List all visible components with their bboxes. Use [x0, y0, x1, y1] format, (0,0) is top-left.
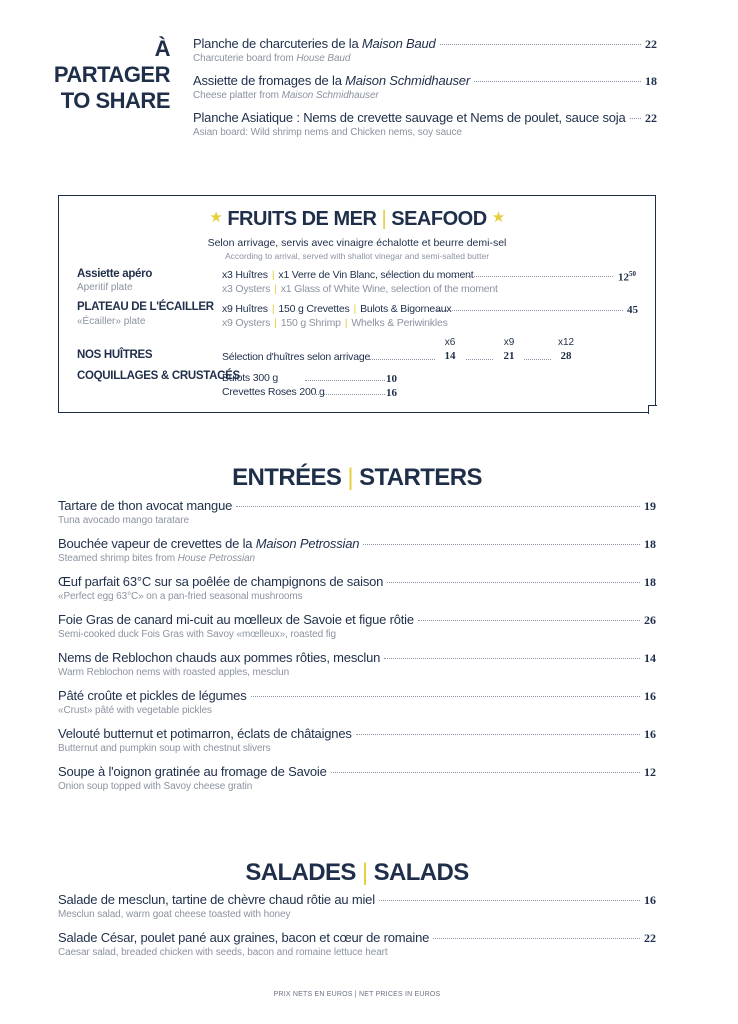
leader-dots — [437, 310, 623, 311]
plateau-desc: x9 Huîtres | 150 g Crevettes | Bulots & Bigorneaux — [222, 303, 452, 315]
leader-dots — [369, 359, 579, 360]
shells-price: 10 — [386, 373, 397, 385]
price-footnote: PRIX NETS EN EUROS | NET PRICES IN EUROS — [273, 991, 441, 998]
menu-item — [58, 612, 656, 640]
menu-item — [58, 892, 656, 920]
menu-item — [58, 498, 656, 526]
menu-item — [58, 930, 656, 958]
share-title-en: TO SHARE — [60, 88, 170, 113]
item-translation: Warm Reblochon nems with roasted apples, mesclun — [58, 667, 290, 678]
shells-price: 16 — [386, 387, 397, 399]
plateau-price: 45 — [627, 304, 638, 316]
item-name: Foie Gras de canard mi-cuit au mœlleux de Savoie et figue rôtie — [58, 612, 414, 627]
item-translation: Caesar salad, breaded chicken with seeds, bacon and romaine lettuce heart — [58, 947, 388, 958]
item-translation: Asian board: Wild shrimp nems and Chicken nems, soy sauce — [193, 127, 462, 138]
star-icon: ★ — [491, 209, 505, 226]
item-translation: Tuna avocado mango taratare — [58, 515, 189, 526]
plateau-desc-en: x9 Oysters | 150 g Shrimp | Whelks & Periwinkles — [222, 317, 448, 329]
aperitif-label: Assiette apéro — [77, 268, 153, 280]
item-name: Bouchée vapeur de crevettes de la Maison Petrossian — [58, 536, 360, 551]
item-name: Pâté croûte et pickles de légumes — [58, 688, 247, 703]
item-translation: Semi-cooked duck Fois Gras with Savoy «mœlleux», roasted fig — [58, 629, 336, 640]
leader-dots — [356, 734, 640, 735]
item-name: Nems de Reblochon chauds aux pommes rôties, mesclun — [58, 650, 381, 665]
menu-item — [58, 536, 656, 564]
leader-dots — [305, 380, 385, 381]
oyster-col-header: x6 — [444, 337, 456, 348]
item-name: Salade César, poulet pané aux graines, bacon et cœur de romaine — [58, 930, 430, 945]
item-name: Planche Asiatique : Nems de crevette sauvage et Nems de poulet, sauce soja — [193, 110, 626, 125]
item-price: 16 — [644, 727, 656, 741]
item-price: 18 — [645, 74, 657, 88]
leader-dots — [331, 772, 640, 773]
share-section-title — [40, 36, 170, 114]
oyster-price: 14 — [435, 350, 465, 362]
oysters-desc: Sélection d'huîtres selon arrivage — [222, 351, 371, 363]
menu-item — [58, 688, 656, 716]
leader-dots — [630, 118, 641, 119]
item-name: Tartare de thon avocat mangue — [58, 498, 233, 513]
item-translation: «Perfect egg 63°C» on a pan-fried seasonal mushrooms — [58, 591, 303, 602]
leader-dots — [418, 620, 640, 621]
leader-dots — [379, 900, 640, 901]
aperitif-label-en: Aperitif plate — [77, 282, 133, 293]
item-name: Salade de mesclun, tartine de chèvre chaud rôtie au miel — [58, 892, 375, 907]
aperitif-desc: x3 Huîtres | x1 Verre de Vin Blanc, sélection du moment — [222, 269, 474, 281]
aperitif-price: $12^{50}$ — [618, 270, 636, 284]
aperitif-desc-en: x3 Oysters | x1 Glass of White Wine, selection of the moment — [222, 283, 498, 295]
item-price: 22 — [645, 37, 657, 51]
item-price: 19 — [644, 499, 656, 513]
shells-item: Crevettes Roses 200 g — [222, 386, 325, 398]
salads-title: SALADES | SALADS — [245, 859, 469, 886]
item-translation: Charcuterie board from House Baud — [193, 53, 351, 64]
oysters-label: NOS HUÎTRES — [77, 349, 153, 361]
item-price: 18 — [644, 575, 656, 589]
oyster-price: 21 — [494, 350, 524, 362]
title-separator: | — [381, 208, 387, 230]
oyster-col-header: x9 — [503, 337, 515, 348]
menu-item — [58, 764, 656, 792]
item-name: Velouté butternut et potimarron, éclats de châtaignes — [58, 726, 352, 741]
item-translation: Cheese platter from Maison Schmidhauser — [193, 90, 379, 101]
starters-list — [58, 498, 656, 802]
item-price: 16 — [644, 893, 656, 907]
menu-item — [58, 650, 656, 678]
item-name: Assiette de fromages de la Maison Schmidhauser — [193, 73, 470, 88]
leader-dots — [387, 582, 640, 583]
leader-dots — [313, 394, 385, 395]
leader-dots — [433, 938, 640, 939]
box-corner-notch — [648, 405, 657, 414]
leader-dots — [236, 506, 640, 507]
item-price: 26 — [644, 613, 656, 627]
item-translation: Steamed shrimp bites from House Petrossian — [58, 553, 256, 564]
leader-dots — [440, 44, 641, 45]
menu-item — [193, 73, 657, 101]
menu-item — [58, 726, 656, 754]
seafood-subtitle-en: According to arrival, served with shallot vinegar and semi-salted butter — [224, 251, 490, 261]
shells-item: Bulots 300 g — [222, 372, 278, 384]
menu-item — [193, 36, 657, 64]
item-price: 12 — [644, 765, 656, 779]
leader-dots — [251, 696, 640, 697]
seafood-box — [58, 195, 656, 413]
item-translation: Butternut and pumpkin soup with chestnut slivers — [58, 743, 271, 754]
seafood-title: ★ FRUITS DE MER | SEAFOOD ★ — [209, 208, 505, 230]
plateau-label-en: «Écailler» plate — [77, 316, 146, 327]
share-list — [193, 36, 657, 147]
item-price: 22 — [645, 111, 657, 125]
oyster-col-header: x12 — [557, 337, 575, 348]
seafood-subtitle: Selon arrivage, servis avec vinaigre échalotte et beurre demi-sel — [207, 237, 507, 249]
menu-item — [58, 574, 656, 602]
item-name: Planche de charcuteries de la Maison Baud — [193, 36, 436, 51]
item-translation: Mesclun salad, warm goat cheese toasted with honey — [58, 909, 291, 920]
item-price: 16 — [644, 689, 656, 703]
item-translation: Onion soup topped with Savoy cheese gratin — [58, 781, 253, 792]
salads-list — [58, 892, 656, 968]
item-name: Soupe à l'oignon gratinée au fromage de Savoie — [58, 764, 327, 779]
item-price: 14 — [644, 651, 656, 665]
item-name: Œuf parfait 63°C sur sa poêlée de champignons de saison — [58, 574, 384, 589]
item-translation: «Crust» pâté with vegetable pickles — [58, 705, 212, 716]
leader-dots — [363, 544, 640, 545]
menu-item — [193, 110, 657, 138]
title-separator: | — [361, 859, 368, 886]
plateau-label: PLATEAU DE L'ÉCAILLER — [77, 301, 214, 313]
shells-label: COQUILLAGES & CRUSTACÉS — [77, 370, 240, 382]
star-icon: ★ — [209, 209, 223, 226]
oyster-price: 28 — [551, 350, 581, 362]
leader-dots — [451, 276, 613, 277]
title-separator: | — [347, 464, 354, 491]
leader-dots — [474, 81, 641, 82]
starters-title: ENTRÉES | STARTERS — [232, 464, 482, 491]
item-price: 18 — [644, 537, 656, 551]
item-price: 22 — [644, 931, 656, 945]
share-title-fr: À PARTAGER — [53, 36, 170, 87]
leader-dots — [384, 658, 640, 659]
